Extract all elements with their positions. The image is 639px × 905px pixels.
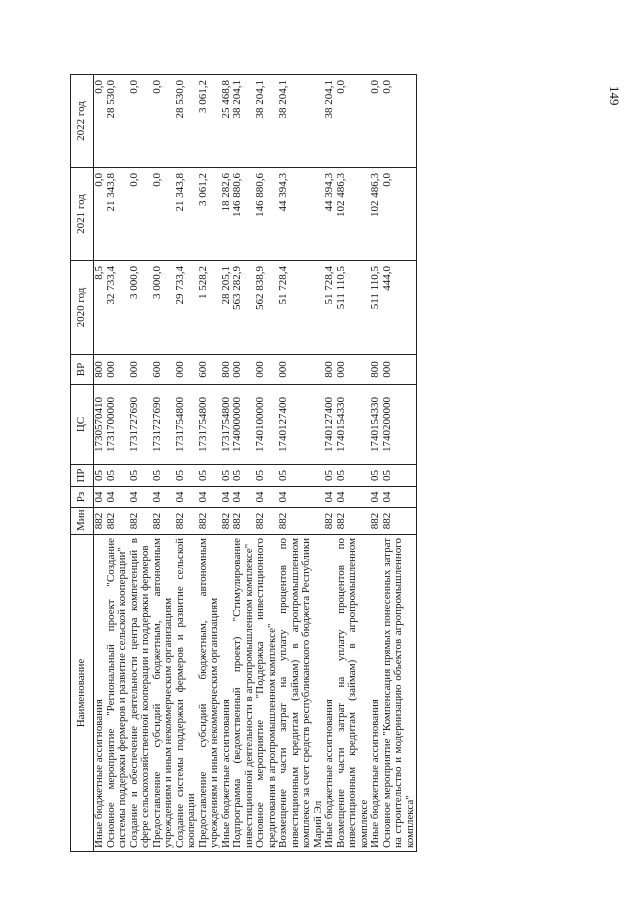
row-cs: 1731727690 (152, 385, 175, 465)
table-row (336, 75, 371, 852)
header-name: Наименование (71, 535, 94, 852)
page-number: 149 (607, 86, 622, 106)
row-2022: 38 204,1 (324, 75, 336, 168)
budget-table (70, 74, 417, 852)
row-2022: 28 530,0 (175, 75, 198, 168)
row-min: 882 (152, 508, 175, 535)
row-rz: 04 (152, 487, 175, 508)
row-vr: 800 (94, 355, 106, 385)
row-rz: 04 (336, 487, 371, 508)
row-2021: 44 394,3 (278, 168, 324, 261)
row-2022: 38 204,1 (278, 75, 324, 168)
row-name: Предоставление субсидий бюджетным, автономным учреждениям и иным некоммерческим организациям (152, 535, 175, 852)
row-vr: 600 (152, 355, 175, 385)
row-vr: 800 (324, 355, 336, 385)
row-2020: 29 733,4 (175, 261, 198, 355)
row-name: Подпрограмма (ведомственный проект) "Стимулирование инвестиционной деятельности в агропромышленном комплексе" (232, 535, 255, 852)
row-min: 882 (278, 508, 324, 535)
row-name: Основное мероприятие "Компенсация прямых понесенных затрат на строительство и модернизацию объектов агропромышленного комплекса" (382, 535, 417, 852)
row-name: Иные бюджетные ассигнования (370, 535, 382, 852)
row-pr: 05 (255, 465, 278, 487)
row-cs: 1731727690 (129, 385, 152, 465)
row-min: 882 (198, 508, 221, 535)
header-vr: ВР (71, 355, 94, 385)
row-vr: 000 (106, 355, 129, 385)
row-2021: 0,0 (152, 168, 175, 261)
row-pr: 05 (106, 465, 129, 487)
row-pr: 05 (370, 465, 382, 487)
row-min: 882 (106, 508, 129, 535)
row-pr: 05 (94, 465, 106, 487)
table-row (198, 75, 221, 852)
table-row (370, 75, 382, 852)
row-vr: 000 (278, 355, 324, 385)
row-pr: 05 (175, 465, 198, 487)
row-2021: 0,0 (129, 168, 152, 261)
table-row (106, 75, 129, 852)
row-pr: 05 (221, 465, 233, 487)
header-cs: ЦС (71, 385, 94, 465)
row-2020: 511 110,5 (336, 261, 371, 355)
table-row (255, 75, 278, 852)
row-2021: 146 880,6 (255, 168, 278, 261)
row-2020: 563 282,9 (232, 261, 255, 355)
row-min: 882 (382, 508, 417, 535)
row-2021: 21 343,8 (106, 168, 129, 261)
row-vr: 000 (129, 355, 152, 385)
table-row (382, 75, 417, 852)
row-rz: 04 (370, 487, 382, 508)
row-cs: 1731754800 (221, 385, 233, 465)
row-2022: 3 061,2 (198, 75, 221, 168)
table-row (278, 75, 324, 852)
row-vr: 600 (198, 355, 221, 385)
row-min: 882 (129, 508, 152, 535)
row-2021: 3 061,2 (198, 168, 221, 261)
table-row (152, 75, 175, 852)
row-2021: 21 343,8 (175, 168, 198, 261)
row-2022: 0,0 (370, 75, 382, 168)
row-2022: 28 530,0 (106, 75, 129, 168)
header-min: Мин (71, 508, 94, 535)
row-vr: 800 (221, 355, 233, 385)
row-pr: 05 (336, 465, 371, 487)
row-pr: 05 (382, 465, 417, 487)
header-rz: Рз (71, 487, 94, 508)
row-rz: 04 (232, 487, 255, 508)
row-rz: 04 (278, 487, 324, 508)
row-name: Иные бюджетные ассигнования (94, 535, 106, 852)
header-2022: 2022 год (71, 75, 94, 168)
row-2021: 0,0 (94, 168, 106, 261)
header-pr: ПР (71, 465, 94, 487)
row-pr: 05 (278, 465, 324, 487)
row-2021: 44 394,3 (324, 168, 336, 261)
row-2021: 102 486,3 (336, 168, 371, 261)
row-2022: 38 204,1 (232, 75, 255, 168)
row-pr: 05 (198, 465, 221, 487)
row-2020: 3 000,0 (129, 261, 152, 355)
row-cs: 1740000000 (232, 385, 255, 465)
row-pr: 05 (152, 465, 175, 487)
row-cs: 1731754800 (198, 385, 221, 465)
row-name: Создание и обеспечение деятельности центра компетенций в сфере сельскохозяйственной кооперации и поддержки фермеров (129, 535, 152, 852)
row-name: Предоставление субсидий бюджетным, автономным учреждениям и иным некоммерческим организациям (198, 535, 221, 852)
row-cs: 1740127400 (324, 385, 336, 465)
row-name: Иные бюджетные ассигнования (221, 535, 233, 852)
row-2022: 25 468,8 (221, 75, 233, 168)
row-2020: 3 000,0 (152, 261, 175, 355)
row-cs: 1731700000 (106, 385, 129, 465)
row-2020: 562 838,9 (255, 261, 278, 355)
row-vr: 000 (336, 355, 371, 385)
row-2020: 511 110,5 (370, 261, 382, 355)
row-min: 882 (336, 508, 371, 535)
table-row (175, 75, 198, 852)
row-rz: 04 (94, 487, 106, 508)
row-2021: 102 486,3 (370, 168, 382, 261)
row-cs: 1740127400 (278, 385, 324, 465)
row-2022: 0,0 (129, 75, 152, 168)
row-cs: 1740200000 (382, 385, 417, 465)
row-rz: 04 (106, 487, 129, 508)
row-rz: 04 (129, 487, 152, 508)
row-2021: 18 282,6 (221, 168, 233, 261)
row-min: 882 (232, 508, 255, 535)
row-2020: 1 528,2 (198, 261, 221, 355)
row-name: Возмещение части затрат на уплату процентов по инвестиционным кредитам (займам) в агропромышленном комплексе (336, 535, 371, 852)
row-min: 882 (221, 508, 233, 535)
row-min: 882 (324, 508, 336, 535)
row-2020: 8,5 (94, 261, 106, 355)
row-name: Возмещение части затрат на уплату процентов по инвестиционным кредитам (займам) в агропромышленном комплексе за счет средств республиканского бюджета Республики Марий Эл (278, 535, 324, 852)
row-2022: 0,0 (152, 75, 175, 168)
row-rz: 04 (175, 487, 198, 508)
row-2020: 28 205,1 (221, 261, 233, 355)
row-cs: 1740100000 (255, 385, 278, 465)
row-cs: 1740154330 (370, 385, 382, 465)
row-name: Основное мероприятие "Региональный проект "Создание системы поддержки фермеров и развитие сельской кооперации" (106, 535, 129, 852)
table-row (94, 75, 106, 852)
row-pr: 05 (129, 465, 152, 487)
row-cs: 1740154330 (336, 385, 371, 465)
row-name: Иные бюджетные ассигнования (324, 535, 336, 852)
row-min: 882 (175, 508, 198, 535)
row-vr: 000 (382, 355, 417, 385)
row-min: 882 (370, 508, 382, 535)
table-row (232, 75, 255, 852)
row-rz: 04 (255, 487, 278, 508)
row-min: 882 (94, 508, 106, 535)
row-rz: 04 (382, 487, 417, 508)
header-2021: 2021 год (71, 168, 94, 261)
row-cs: 1731754800 (175, 385, 198, 465)
row-pr: 05 (232, 465, 255, 487)
row-rz: 04 (324, 487, 336, 508)
row-name: Основное мероприятие "Поддержка инвестиционного кредитования в агропромышленном комплексе" (255, 535, 278, 852)
row-vr: 000 (175, 355, 198, 385)
row-vr: 000 (255, 355, 278, 385)
row-rz: 04 (198, 487, 221, 508)
row-cs: 1730570410 (94, 385, 106, 465)
row-vr: 000 (232, 355, 255, 385)
table-row (129, 75, 152, 852)
row-pr: 05 (324, 465, 336, 487)
table-row (324, 75, 336, 852)
row-2020: 32 733,4 (106, 261, 129, 355)
budget-table-rotated (70, 75, 618, 852)
row-rz: 04 (221, 487, 233, 508)
row-2020: 444,0 (382, 261, 417, 355)
row-2020: 51 728,4 (278, 261, 324, 355)
header-2020: 2020 год (71, 261, 94, 355)
row-2022: 0,0 (336, 75, 371, 168)
row-2022: 0,0 (94, 75, 106, 168)
row-2021: 0,0 (382, 168, 417, 261)
row-2022: 0,0 (382, 75, 417, 168)
row-2020: 51 728,4 (324, 261, 336, 355)
row-2022: 38 204,1 (255, 75, 278, 168)
row-min: 882 (255, 508, 278, 535)
row-name: Создание системы поддержки фермеров и развитие сельской кооперации (175, 535, 198, 852)
row-vr: 800 (370, 355, 382, 385)
row-2021: 146 880,6 (232, 168, 255, 261)
table-header (71, 75, 94, 852)
